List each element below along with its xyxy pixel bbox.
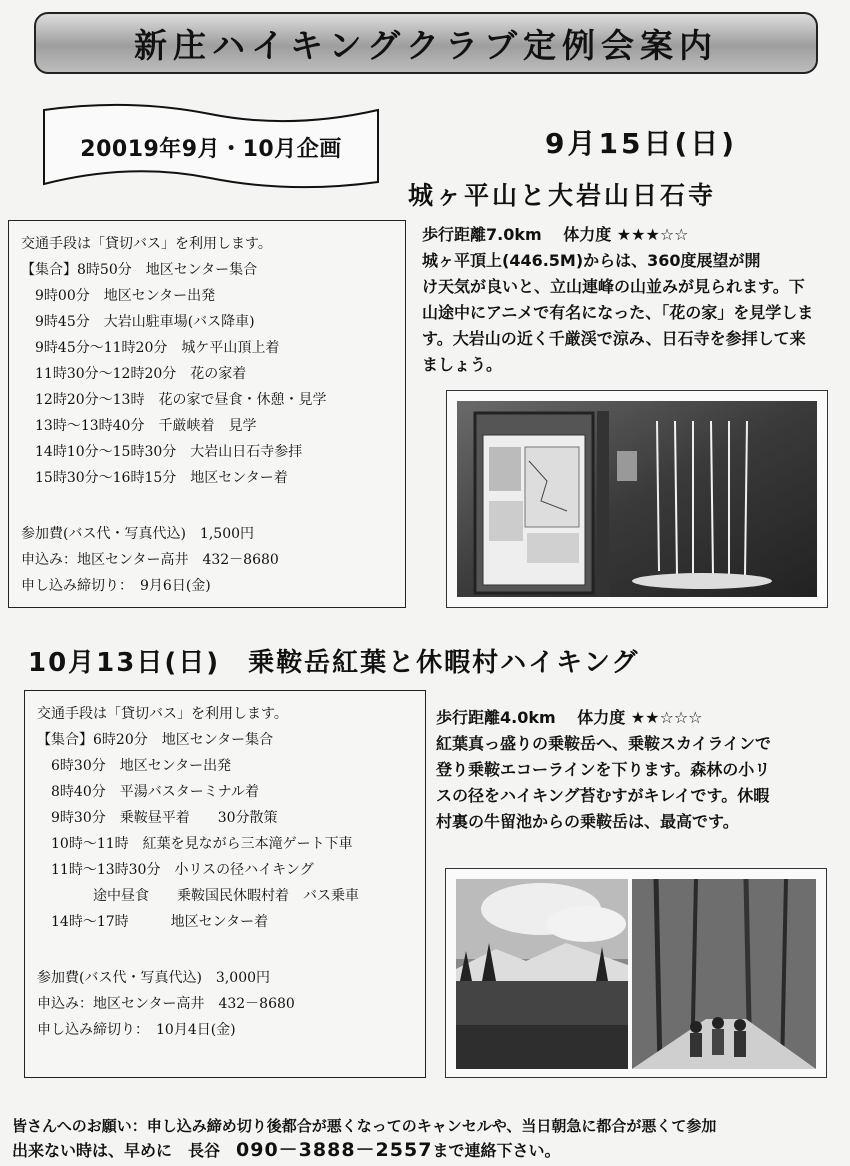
plan-banner-label: 20019年9月・10月企画: [80, 137, 342, 162]
deadline-line: 申し込み締切り： 9月6日(金): [21, 578, 211, 594]
fee-line: 参加費(バス代・写真代込) 1,500円: [21, 526, 255, 542]
schedule-line: 12時20分～13時 花の家で昼食・休憩・見学: [21, 392, 327, 408]
event2-desc-line: 村裏の牛留池からの乗鞍岳は、最高です。: [436, 812, 739, 831]
schedule-line: 交通手段は「貸切バス」を利用します。: [21, 236, 272, 252]
footer-line-1: 皆さんへのお願い：申し込み締め切り後都合が悪くなってのキャンセルや、当日朝急に都合が悪くて参加: [12, 1117, 717, 1135]
event2-photo-image: [446, 869, 826, 1077]
footer-notice: [12, 1114, 848, 1163]
event1-desc-line: ましょう。: [422, 355, 503, 374]
schedule-line: 交通手段は「貸切バス」を利用します。: [37, 706, 288, 722]
event1-desc-line: け天気が良いと、立山連峰の山並みが見られます。下: [422, 277, 805, 296]
schedule-line: 8時40分 平湯バスターミナル着: [37, 784, 260, 800]
footer-line-2: [12, 1138, 848, 1163]
apply-line: 申込み：地区センター高井 432－8680: [21, 552, 279, 568]
apply-line: 申込み：地区センター高井 432－8680: [37, 996, 295, 1012]
fee-line: 参加費(バス代・写真代込) 3,000円: [37, 970, 271, 986]
page-title: 新庄ハイキングクラブ定例会案内: [34, 12, 818, 74]
schedule-line: 15時30分～16時15分 地区センター着: [21, 470, 288, 486]
event1-description: [422, 222, 822, 378]
event1-desc-line: 歩行距離7.0km 体力度 ★★★☆☆: [422, 225, 689, 244]
schedule-line: 途中昼食 乗鞍国民休暇村着 バス乗車: [37, 888, 359, 904]
event2-desc-line: スの径をハイキング苔むすがキレイです。休暇: [436, 786, 770, 805]
schedule-line: 【集合】6時20分 地区センター集合: [37, 732, 274, 748]
event1-desc-line: す。大岩山の近く千厳渓で涼み、日石寺を参拝して来: [422, 329, 806, 348]
event2-heading: 10月13日(日) 乗鞍岳紅葉と休暇村ハイキング: [28, 648, 640, 678]
event1-title: 城ヶ平山と大岩山日石寺: [408, 181, 717, 210]
event1-schedule-box: [8, 220, 406, 608]
event2-photo: [445, 868, 827, 1078]
footer-line-2-suffix: まで連絡下さい。: [432, 1141, 561, 1160]
event2-desc-line: 歩行距離4.0km 体力度 ★★☆☆☆: [436, 708, 703, 727]
schedule-line: 6時30分 地区センター出発: [37, 758, 232, 774]
event1-photo: [446, 390, 828, 608]
plan-banner: [40, 100, 382, 192]
schedule-line: 【集合】8時50分 地区センター集合: [21, 262, 258, 278]
schedule-line: 14時10分～15時30分 大岩山日石寺参拝: [21, 444, 303, 460]
event2-desc-line: 紅葉真っ盛りの乗鞍岳へ、乗鞍スカイラインで: [436, 734, 772, 753]
contact-phone: 090－3888－2557: [236, 1139, 433, 1161]
deadline-line: 申し込み締切り： 10月4日(金): [37, 1022, 236, 1038]
event1-desc-line: 城ヶ平頂上(446.5M)からは、360度展望が開: [422, 251, 761, 270]
event2-desc-line: 登り乗鞍エコーラインを下ります。森林の小リ: [436, 760, 771, 779]
schedule-line: 9時45分～11時20分 城ケ平山頂上着: [21, 340, 280, 356]
event1-desc-line: 山途中にアニメで有名になった、「花の家」を見学しま: [422, 303, 814, 322]
schedule-line: 9時45分 大岩山駐車場(バス降車): [21, 314, 255, 330]
event1-date: 9月15日(日): [545, 127, 738, 160]
event1-photo-image: [447, 391, 827, 607]
schedule-line: 11時30分～12時20分 花の家着: [21, 366, 247, 382]
schedule-line: 14時～17時 地区センター着: [37, 914, 269, 930]
schedule-line: 13時～13時40分 千厳峡着 見学: [21, 418, 257, 434]
schedule-line: 11時～13時30分 小リスの径ハイキング: [37, 862, 314, 878]
event2-schedule-box: [24, 690, 426, 1078]
schedule-line: 9時30分 乗鞍昼平着 30分散策: [37, 810, 278, 826]
event2-description: [436, 705, 836, 835]
footer-line-2-prefix: 出来ない時は、早めに 長谷: [12, 1141, 237, 1160]
schedule-line: 9時00分 地区センター出発: [21, 288, 216, 304]
schedule-line: 10時～11時 紅葉を見ながら三本滝ゲート下車: [37, 836, 353, 852]
